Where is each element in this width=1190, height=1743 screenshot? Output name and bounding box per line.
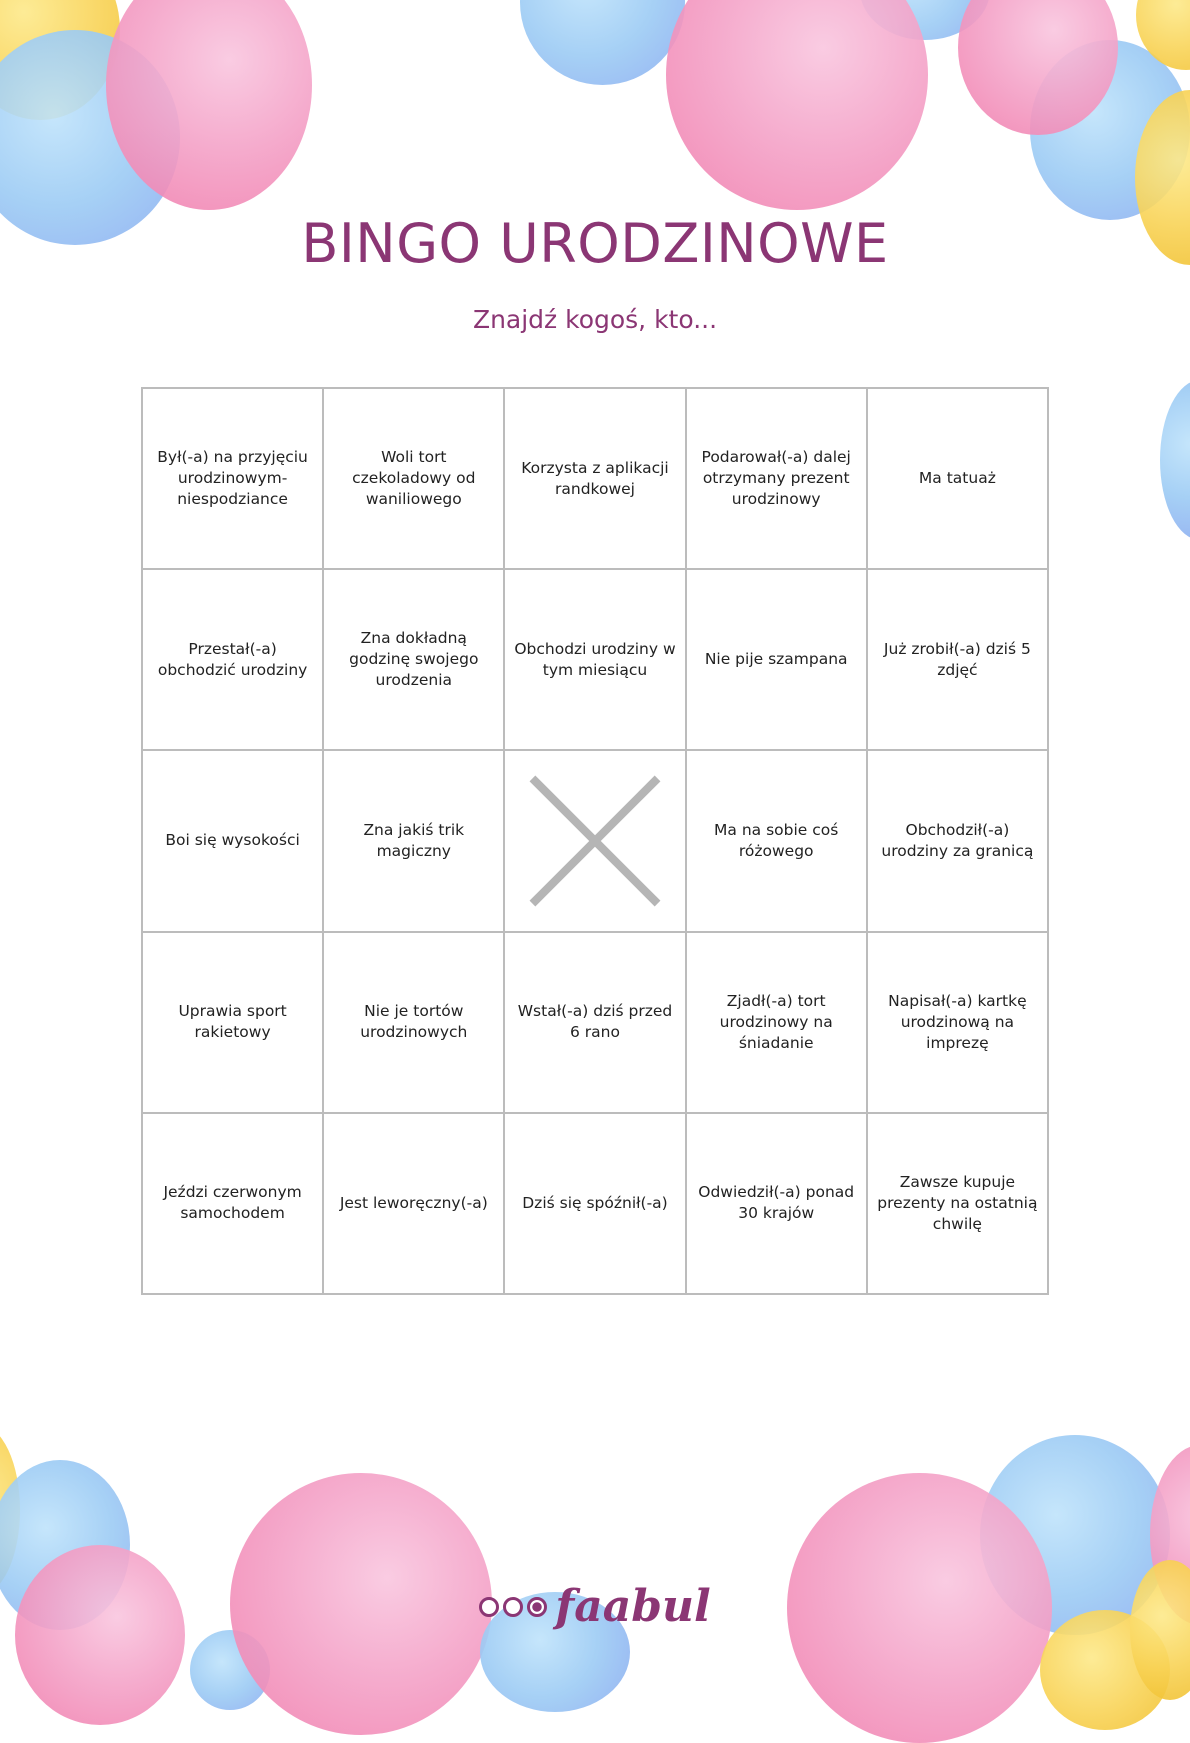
bingo-free-cell[interactable] <box>505 751 686 932</box>
bingo-cell[interactable] <box>505 389 686 570</box>
bingo-cell-text: Jest leworęczny(-a) <box>339 1193 488 1212</box>
bingo-cell-text: Nie je tortów urodzinowych <box>360 1002 468 1042</box>
bingo-cell[interactable] <box>687 751 868 932</box>
bingo-cell[interactable] <box>324 570 505 751</box>
bingo-cell-text: Zawsze kupuje prezenty na ostatnią chwilę <box>877 1172 1038 1233</box>
bingo-cell[interactable] <box>143 933 324 1114</box>
bingo-cell[interactable] <box>324 389 505 570</box>
bingo-cell[interactable] <box>324 751 505 932</box>
bingo-grid <box>141 387 1049 1295</box>
bingo-cell-text: Korzysta z aplikacji randkowej <box>521 458 669 498</box>
bingo-cell-text: Zna dokładną godzinę swojego urodzenia <box>349 629 479 690</box>
bingo-cell-text: Już zrobił(-a) dziś 5 zdjęć <box>883 639 1031 679</box>
bingo-cell[interactable] <box>687 1114 868 1295</box>
bingo-cell-text: Ma tatuaż <box>918 469 996 488</box>
bingo-cell[interactable] <box>868 933 1049 1114</box>
brand-name: faabul <box>555 1581 711 1632</box>
bingo-cell[interactable] <box>505 1114 686 1295</box>
page-subtitle: Znajdź kogoś, kto... <box>472 305 718 334</box>
bingo-cell-text: Odwiedził(-a) ponad 30 krajów <box>698 1183 855 1223</box>
bingo-cell[interactable] <box>143 1114 324 1295</box>
bingo-cell-text: Był(-a) na przyjęciu urodzinowym-niespodziance <box>157 448 308 509</box>
bingo-cell[interactable] <box>868 570 1049 751</box>
bingo-cell-text: Obchodzi urodziny w tym miesiącu <box>514 639 676 679</box>
bingo-cell-text: Zna jakiś trik magiczny <box>363 820 465 860</box>
page-title: BINGO URODZINOWE <box>301 212 889 275</box>
bingo-cell[interactable] <box>687 570 868 751</box>
bingo-cell[interactable] <box>868 1114 1049 1295</box>
bingo-cell-text: Zjadł(-a) tort urodzinowy na śniadanie <box>719 991 833 1052</box>
bingo-cell[interactable] <box>324 1114 505 1295</box>
bingo-cell[interactable] <box>143 570 324 751</box>
bingo-cell-text: Ma na sobie coś różowego <box>714 820 839 860</box>
bingo-cell[interactable] <box>687 389 868 570</box>
brand-logo[interactable] <box>0 1581 1190 1632</box>
bingo-cell-text: Uprawia sport rakietowy <box>178 1002 287 1042</box>
bingo-cell[interactable] <box>505 933 686 1114</box>
three-circles-icon <box>479 1597 547 1617</box>
bingo-cell[interactable] <box>143 389 324 570</box>
bingo-cell[interactable] <box>143 751 324 932</box>
bingo-cell-text: Obchodził(-a) urodziny za granicą <box>881 820 1034 860</box>
bingo-cell-text: Boi się wysokości <box>165 831 300 850</box>
bingo-cell-text: Nie pije szampana <box>704 650 848 669</box>
bingo-cell-text: Przestał(-a) obchodzić urodziny <box>157 639 308 679</box>
bingo-cell[interactable] <box>324 933 505 1114</box>
bingo-cell-text: Podarował(-a) dalej otrzymany prezent urodzinowy <box>701 448 851 509</box>
bingo-cell[interactable] <box>868 751 1049 932</box>
bingo-cell[interactable] <box>505 570 686 751</box>
bingo-cell[interactable] <box>868 389 1049 570</box>
bingo-cell-text: Dziś się spóźnił(-a) <box>522 1193 668 1212</box>
cross-icon <box>527 773 663 909</box>
bingo-cell-text: Jeździ czerwonym samochodem <box>163 1183 302 1223</box>
bingo-cell-text: Napisał(-a) kartkę urodzinową na imprezę <box>888 991 1027 1052</box>
bingo-cell-text: Woli tort czekoladowy od waniliowego <box>352 448 476 509</box>
bingo-cell-text: Wstał(-a) dziś przed 6 rano <box>517 1002 673 1042</box>
bingo-cell[interactable] <box>687 933 868 1114</box>
